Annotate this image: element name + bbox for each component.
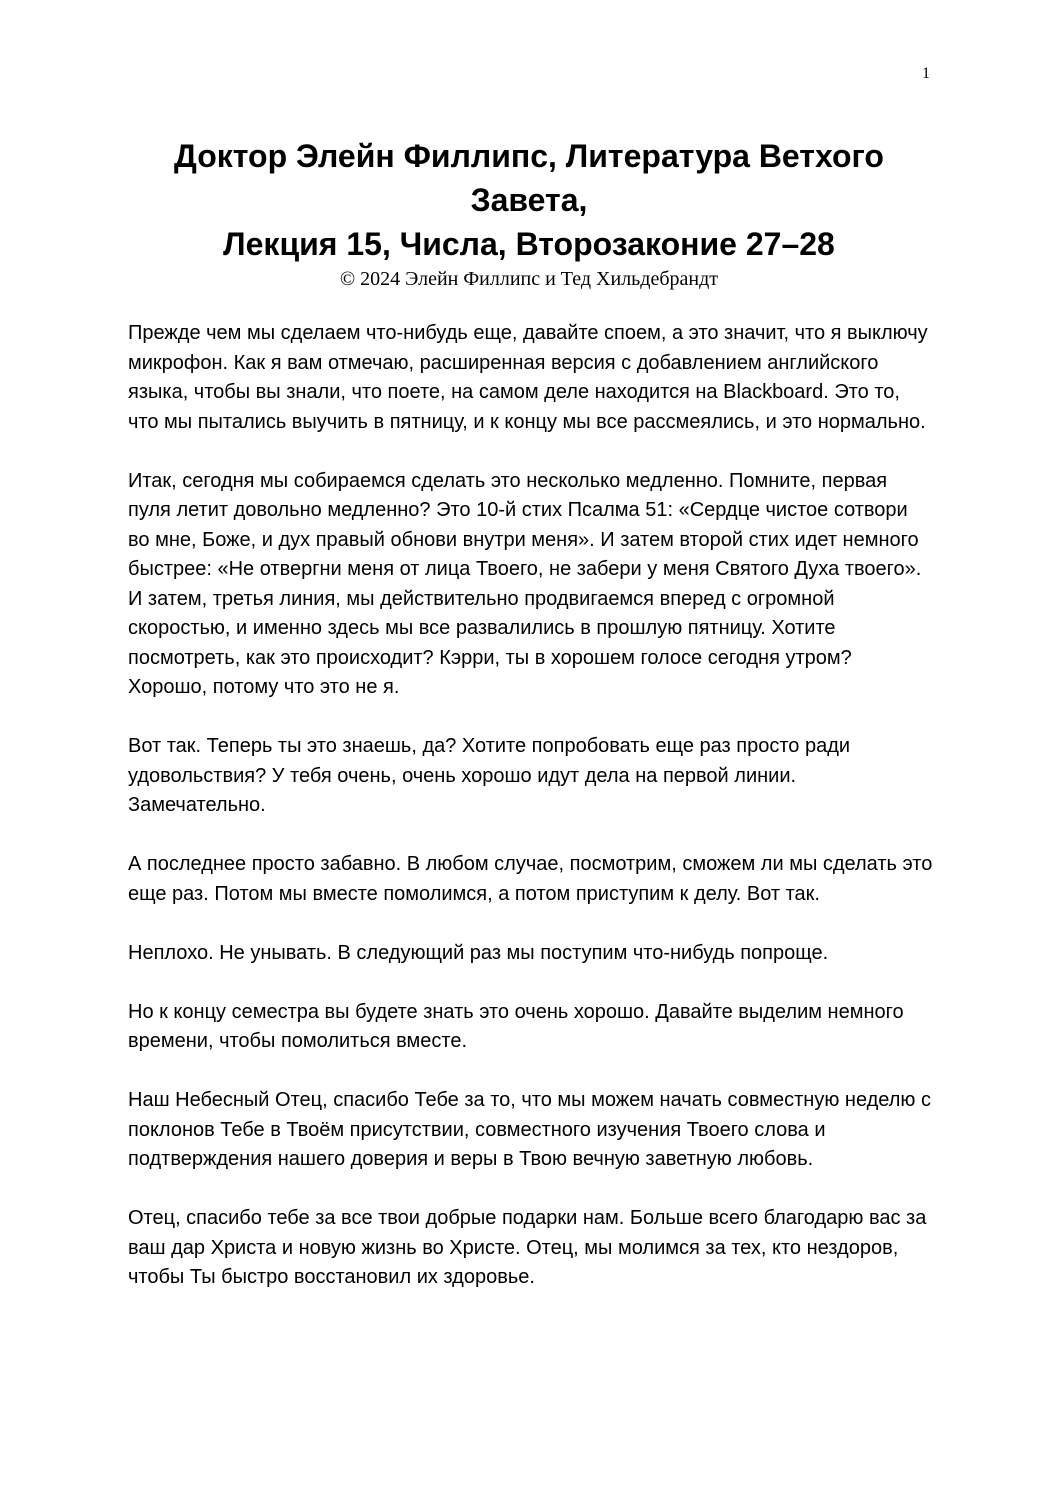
page-title-line-1: Доктор Элейн Филлипс, Литература Ветхого [174,138,884,174]
copyright-notice: © 2024 Элейн Филлипс и Тед Хильдебрандт [339,268,719,290]
paragraph-4: А последнее просто забавно. В любом случае, посмотрим, сможем ли мы сделать это еще раз. Потом мы вместе помолимся, а потом приступим к делу. Вот так. [128,853,933,905]
page-title-line-2: Завета, [470,182,588,218]
body-text [128,319,934,1322]
paragraph-2: Итак, сегодня мы собираемся сделать это несколько медленно. Помните, первая пуля летит довольно медленно? Это 10-й стих Псалма 51: «Сердце чистое сотвори во мне, Боже, и дух правый обнови внутри меня». И затем второй стих идет немного быстрее: «Не отвергни меня от лица Твоего, не забери у меня Святого Духа твоего». И затем, третья линия, мы действительно продвигаемся вперед с огромной скоростью, и именно здесь мы все развалились в прошлую пятницу. Хотите посмотреть, как это происходит? Кэрри, ты в хорошем голосе сегодня утром? Хорошо, потому что это не я. [128,469,922,698]
paragraph-3: Вот так. Теперь ты это знаешь, да? Хотите попробовать еще раз просто ради удовольствия? У тебя очень, очень хорошо идут дела на первой линии. Замечательно. [128,735,851,816]
paragraph-7: Наш Небесный Отец, спасибо Тебе за то, что мы можем начать совместную неделю с поклонов Тебе в Твоём присутствии, совместного изучения Твоего слова и подтверждения нашего доверия и веры в Твою вечную заветную любовь. [128,1089,931,1170]
paragraph-5: Неплохо. Не унывать. В следующий раз мы поступим что-нибудь попроще. [128,941,829,964]
page-number: 1 [922,65,930,82]
paragraph-6: Но к концу семестра вы будете знать это очень хорошо. Давайте выделим немного времени, чтобы помолиться вместе. [128,1000,904,1052]
title-block [128,134,930,292]
page-title-line-3: Лекция 15, Числа, Второзаконие 27–28 [223,226,835,262]
paragraph-1: Прежде чем мы сделаем что-нибудь еще, давайте споем, а это значит, что я выключу микрофон. Как я вам отмечаю, расширенная версия с добавлением английского языка, чтобы вы знали, что поете, на самом деле находится на Blackboard. Это то, что мы пытались выучить в пятницу, и к концу мы все рассмеялись, и это нормально. [128,322,928,433]
paragraph-8: Отец, спасибо тебе за все твои добрые подарки нам. Больше всего благодарю вас за ваш дар Христа и новую жизнь во Христе. Отец, мы молимся за тех, кто нездоров, чтобы Ты быстро восстановил их здоровье. [128,1207,927,1288]
